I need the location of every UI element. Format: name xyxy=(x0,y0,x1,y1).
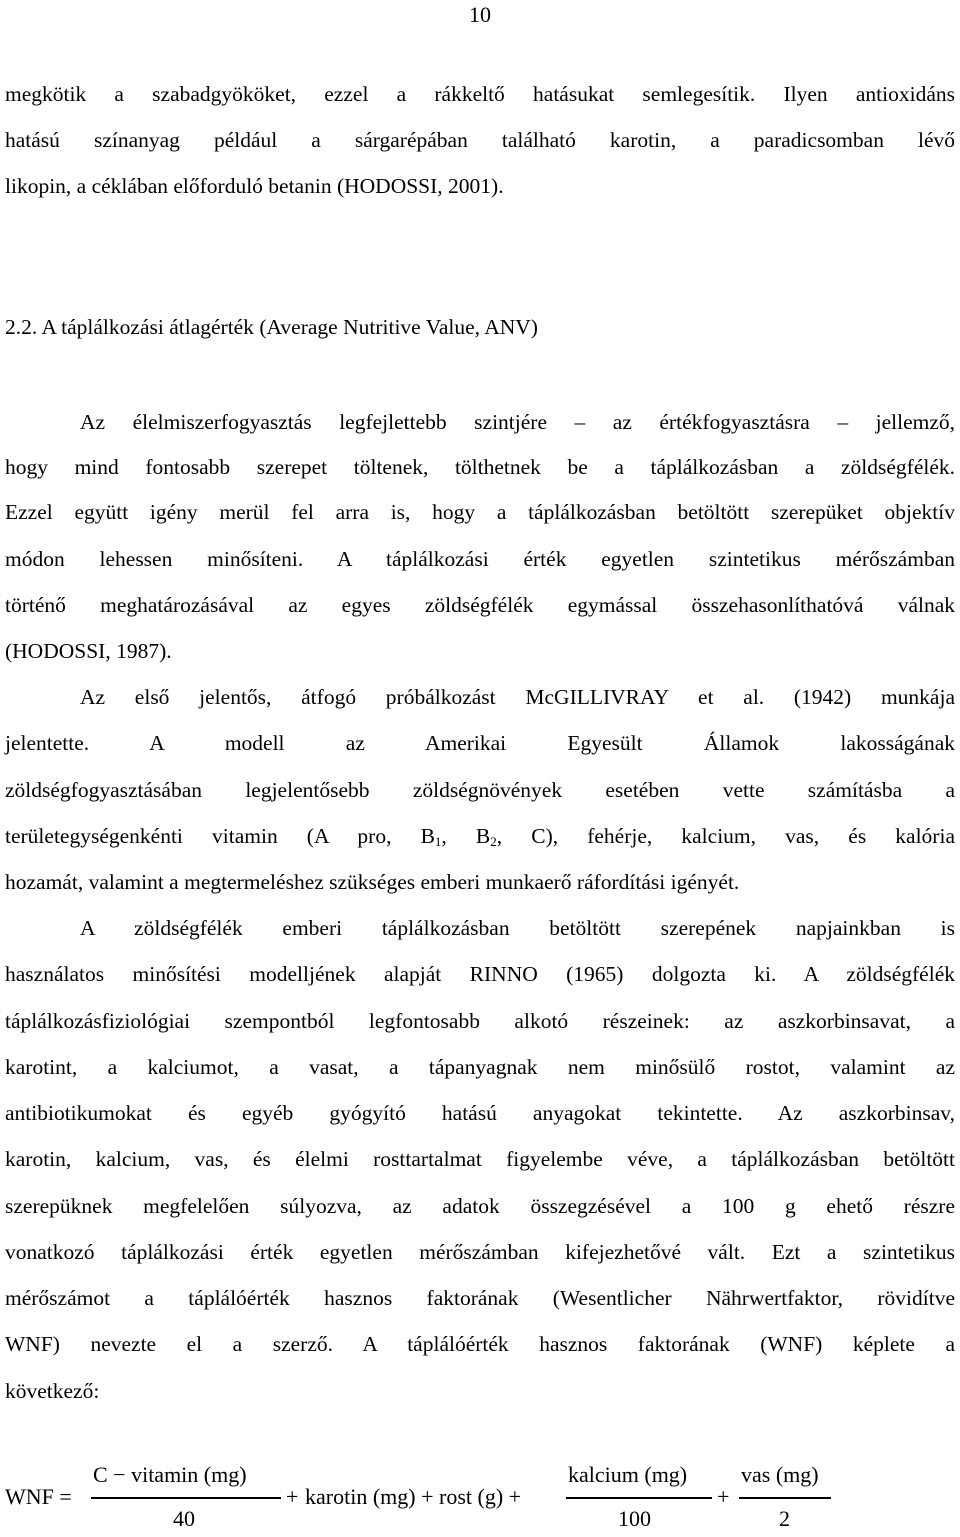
formula-middle-terms: karotin (mg) + rost (g) + xyxy=(305,1484,522,1509)
paragraph-4-line-9: mérőszámot a táplálóérték hasznos faktorának (Wesentlicher Nährwertfaktor, rövidítve xyxy=(5,1286,955,1310)
paragraph-3-line-3: zöldségfogyasztásában legjelentősebb zöldségnövények esetében vette számításba a xyxy=(5,778,955,802)
subscript-1: 1 xyxy=(434,834,442,849)
paragraph-3-line-4-part-a: területegységenkénti vitamin (A pro, B xyxy=(5,824,435,848)
formula-plus-1: + xyxy=(286,1484,299,1509)
formula-plus-2: + xyxy=(717,1484,730,1509)
paragraph-2-line-3: Ezzel együtt igény merül fel arra is, hogy a táplálkozásban betöltött szerepüket objektív xyxy=(5,500,955,524)
paragraph-1-line-2: hatású színanyag például a sárgarépában található karotin, a paradicsomban lévő xyxy=(5,128,955,152)
formula-fraction-2-denominator: 100 xyxy=(618,1506,651,1531)
formula-fraction-3-numerator: vas (mg) xyxy=(741,1462,819,1487)
formula-fraction-2-bar xyxy=(566,1497,712,1499)
paragraph-2-line-2: hogy mind fontosabb szerepet töltenek, tölthetnek be a táplálkozásban a zöldségfélék. xyxy=(5,455,955,479)
formula-lhs: WNF = xyxy=(5,1484,72,1509)
paragraph-2-line-5: történő meghatározásával az egyes zöldségfélék egymással összehasonlíthatóvá válnak xyxy=(5,593,955,617)
paragraph-2-line-1: Az élelmiszerfogyasztás legfejlettebb szintjére – az értékfogyasztásra – jellemző, xyxy=(80,410,955,434)
paragraph-3-line-4 xyxy=(5,822,955,850)
paragraph-4-line-5: antibiotikumokat és egyéb gyógyító hatású anyagokat tekintette. Az aszkorbinsav, xyxy=(5,1101,955,1125)
paragraph-4-line-3: táplálkozásfiziológiai szempontból legfontosabb alkotó részeinek: az aszkorbinsavat, a xyxy=(5,1009,955,1033)
paragraph-3-line-5: hozamát, valamint a megtermeléshez szükséges emberi munkaerő ráfordítási igényét. xyxy=(5,870,740,894)
formula-fraction-1-denominator: 40 xyxy=(173,1506,195,1531)
wnf-formula xyxy=(5,1462,955,1537)
paragraph-2-line-4: módon lehessen minősíteni. A táplálkozási érték egyetlen szintetikus mérőszámban xyxy=(5,547,955,571)
paragraph-4-line-2: használatos minősítési modelljének alapját RINNO (1965) dolgozta ki. A zöldségfélék xyxy=(5,962,955,986)
paragraph-3-line-1: Az első jelentős, átfogó próbálkozást McGILLIVRAY et al. (1942) munkája xyxy=(80,685,955,709)
paragraph-4-line-6: karotin, kalcium, vas, és élelmi rosttartalmat figyelembe véve, a táplálkozásban betöltött xyxy=(5,1147,955,1171)
subscript-2: 2 xyxy=(490,834,497,849)
paragraph-4-line-1: A zöldségfélék emberi táplálkozásban betöltött szerepének napjainkban is xyxy=(80,916,955,940)
paragraph-4-line-8: vonatkozó táplálkozási érték egyetlen mérőszámban kifejezhetővé vált. Ezt a szintetikus xyxy=(5,1240,955,1264)
paragraph-1-line-1: megkötik a szabadgyököket, ezzel a rákkeltő hatásukat semlegesítik. Ilyen antioxidáns xyxy=(5,82,955,106)
formula-fraction-2-numerator: kalcium (mg) xyxy=(568,1462,688,1487)
paragraph-3-line-4-part-c: , C), fehérje, kalcium, vas, és kalória xyxy=(496,824,955,848)
paragraph-4-line-7: szerepüknek megfelelően súlyozva, az adatok összegzésével a 100 g ehető részre xyxy=(5,1194,955,1218)
paragraph-4-line-11: következő: xyxy=(5,1379,100,1403)
formula-fraction-1-bar xyxy=(91,1497,281,1499)
formula-fraction-1-numerator: C − vitamin (mg) xyxy=(93,1462,247,1487)
section-heading: 2.2. A táplálkozási átlagérték (Average Nutritive Value, ANV) xyxy=(5,315,538,339)
paragraph-4-line-10: WNF) nevezte el a szerző. A táplálóérték hasznos faktorának (WNF) képlete a xyxy=(5,1332,955,1356)
formula-fraction-3-denominator: 2 xyxy=(779,1506,790,1531)
paragraph-4-line-4: karotint, a kalciumot, a vasat, a tápanyagnak nem minősülő rostot, valamint az xyxy=(5,1055,955,1079)
paragraph-2-line-6: (HODOSSI, 1987). xyxy=(5,639,172,663)
page-number: 10 xyxy=(469,2,491,27)
formula-fraction-3-bar xyxy=(739,1497,831,1499)
paragraph-3-line-4-part-b: , B xyxy=(441,824,491,848)
paragraph-3-line-2: jelentette. A modell az Amerikai Egyesült Államok lakosságának xyxy=(5,731,955,755)
paragraph-1-line-3: likopin, a céklában előforduló betanin (HODOSSI, 2001). xyxy=(5,174,504,198)
